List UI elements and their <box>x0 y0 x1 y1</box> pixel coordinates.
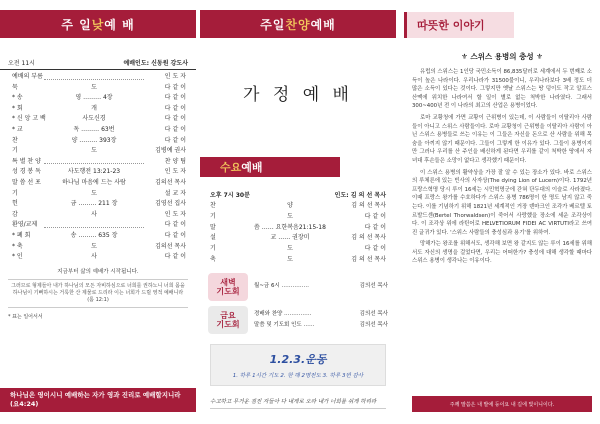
service-header <box>0 58 196 70</box>
wed-rest: 예배 <box>241 161 263 174</box>
order-item: * 폐 회 <box>12 231 31 239</box>
wednesday-header <box>200 190 396 199</box>
order-person: 다 같 이 <box>164 125 186 133</box>
order-item: 찬 <box>210 202 216 209</box>
order-detail: 교 …… 권장미 <box>270 234 310 242</box>
order-item: 환영/교제 <box>12 221 38 229</box>
order-person: 다 같 이 <box>364 212 386 220</box>
story-paragraph: 망해가는 왕조를 위해서도, 생각해 보면 왕 같지도 않는 루이 16세를 위해서도 자신의 생명을 걸었다면, 우리는 어떠한가? 충성에 대해 생각할 때마다 스위스 용병이 생각나는 이유이다. <box>412 241 592 265</box>
order-detail: 도 <box>91 242 97 250</box>
order-row <box>12 83 186 94</box>
order-row <box>12 231 186 242</box>
story-paragraph: 유럽의 스위스는 1인당 국민소득이 86,835달러로 세계에서 두 번째로 소득이 높은 나라이다. 우리나라가 31500불이니, 우리나라보다 3배 정도 더 많은 소득이 있다는 것이다. 그렇지만 옛날 스위스는 땅 덩이도 작고 알프스 산맥에 위치한 나라여서 할 일이 별로 없는 척박한 나라였다. 그래서 300~400년 전 이 나라의 최고의 산업은 용병이었다. <box>412 69 592 110</box>
order-person: 김 의 선 목사 <box>351 255 386 263</box>
order-person: 김 의 선 목사 <box>351 202 386 209</box>
order-detail: 영 ……… 4장 <box>75 94 113 102</box>
order-item: 기 <box>210 245 216 253</box>
wed-leader: 인도: 김 의 선 목사 <box>334 192 386 199</box>
order-person: 김병예 권사 <box>155 147 186 155</box>
banner-text-accent: 찬양 <box>285 17 311 32</box>
campaign-title: 1.2.3.운동 <box>269 352 327 366</box>
story-paragraph: 로마 교황청에 가면 교황이 근위병이 있는데, 이 사람들이 이탈리아 사람들이 아니고 스위스 사람들이다. 로마 교황청이 근위병을 이탈리아 사람이 아닌 스위스 용병들로 쓰는 이유는 이 그들은 자신을 돈으로 산 사람을 위해 목숨을 아끼지 않기 때문이다. 그들이 그렇게 한 이유가 있다. 그들이 용병이지만 그러나 우리를 산 주인을 배신하게 된다면 우리를 같이 척박한 땅에서 자녀대 후손들은 소망이 없다고 생각했기 때문이다. <box>412 114 592 164</box>
praise-worship-panel <box>200 0 396 424</box>
order-person: 다 같 이 <box>164 136 186 144</box>
dawn-label-1: 새벽 <box>220 277 236 287</box>
story-footer: 주께 말씀은 내 발에 등이요 내 길에 빛이니이다. <box>412 396 592 412</box>
order-detail: 도 <box>287 212 293 220</box>
friday-prayer-detail <box>248 309 388 331</box>
order-item: 기 <box>12 147 18 155</box>
order-detail: 양 ……… 393장 <box>71 136 117 144</box>
order-person: 다 같 이 <box>164 94 186 102</box>
order-item: * 송 <box>12 94 23 102</box>
order-row <box>12 199 186 210</box>
order-item: * 축 <box>12 242 23 250</box>
fri-label-1: 금요 <box>220 310 236 320</box>
order-detail: 도 <box>287 245 293 253</box>
wednesday-banner <box>200 157 340 177</box>
order-item: 축 <box>210 255 216 263</box>
wed-accent: 수요 <box>220 161 242 174</box>
stand-note: * 표는 일어서서 <box>8 313 43 320</box>
order-row <box>12 125 186 136</box>
order-item: * 교 <box>12 125 23 133</box>
order-item: 특 별 찬 양 <box>12 157 41 165</box>
order-row <box>12 93 186 104</box>
order-item: 기 <box>12 189 18 197</box>
sunday-banner <box>0 10 196 38</box>
order-item: 설 <box>210 234 216 242</box>
order-detail: 사도신경 <box>82 115 106 123</box>
friday-prayer-row <box>208 306 388 334</box>
order-row <box>12 136 186 147</box>
order-person: 김 의 선 목사 <box>351 234 386 242</box>
order-detail: 송 ……… 635 장 <box>70 231 118 239</box>
order-item: 헌 <box>12 200 18 208</box>
campaign-subtitle: 1. 하루 1시간 기도 2. 한 해 2명전도 3. 하루 3번 감사 <box>232 372 364 379</box>
banner-text-post: 예배 <box>310 17 336 32</box>
fri-line1: 경배와 찬양 …………… <box>254 310 312 317</box>
sunday-worship-panel <box>0 0 196 424</box>
order-person: 다 같 이 <box>364 223 386 231</box>
order-detail: 사도행전 13:21-23 <box>67 168 121 176</box>
order-detail: 독 ……… 63번 <box>73 125 115 133</box>
story-title: ⚜ 스위스 용병의 충성 ⚜ <box>461 52 543 61</box>
wed-time: 오후 7시 30분 <box>210 192 250 199</box>
order-person: 인 도 자 <box>164 168 186 176</box>
order-row <box>12 189 186 200</box>
order-row <box>12 242 186 253</box>
order-person: 다 같 이 <box>164 221 186 229</box>
praise-banner <box>200 10 396 38</box>
order-row <box>210 244 386 255</box>
wednesday-order <box>200 199 396 268</box>
dotted-leader <box>44 157 144 165</box>
order-detail: 하나님 마음에 드는 사람 <box>62 178 126 186</box>
dotted-leader <box>44 72 144 80</box>
order-person: 찬 양 팀 <box>164 157 186 165</box>
order-row <box>210 233 386 244</box>
order-row <box>12 252 186 263</box>
order-detail: 도 <box>91 83 97 91</box>
order-person: 다 같 이 <box>164 83 186 91</box>
order-row <box>12 220 186 231</box>
banner-text-accent: 낮 <box>91 17 105 32</box>
order-row <box>12 104 186 115</box>
dawn-label-2: 기도회 <box>216 286 240 296</box>
order-item: 말 <box>210 223 216 231</box>
service-time: 오전 11시 <box>8 60 35 67</box>
order-item: * 신 앙 고 백 <box>12 115 46 123</box>
order-detail: 양 <box>287 202 293 209</box>
home-worship-title: 가 정 예 배 <box>243 85 353 105</box>
order-row <box>12 114 186 125</box>
order-item: * 인 <box>12 253 23 261</box>
dotted-leader <box>44 220 144 228</box>
order-person: 인 도 자 <box>164 210 186 218</box>
order-item: 묵 <box>12 83 18 91</box>
order-row <box>210 255 386 266</box>
scripture-callout: 그러므로 형제들아 내가 하나님의 모든 자비하심으로 너희를 권하노니 너희 몸을 하나님이 기뻐하시는 거룩한 산 제물로 드리라 이는 너희가 드릴 영적 예배니라(롬 12:1) <box>8 279 188 308</box>
order-person: 인 도 자 <box>164 73 186 80</box>
order-person: 김의선 목사 <box>155 242 186 250</box>
order-item: 말 씀 선 포 <box>12 178 41 186</box>
dawn-detail: 월~금 6시 …………… <box>254 283 310 290</box>
order-detail: 사 <box>91 210 97 218</box>
order-person: 다 같 이 <box>364 245 386 253</box>
order-detail: 도 <box>91 189 97 197</box>
fri-line2: 말씀 및 기도회 인도 …… <box>254 321 315 328</box>
order-row <box>12 167 186 178</box>
friday-prayer-label <box>208 306 248 334</box>
order-person: 김영선 집사 <box>155 200 186 208</box>
order-person: 김의선 목사 <box>155 178 186 186</box>
order-detail: 씀 …… 요한복음21:15-18 <box>254 223 326 231</box>
order-row <box>210 201 386 212</box>
story-banner: 따뜻한 이야기 <box>404 12 514 38</box>
order-item: 감 <box>12 210 18 218</box>
order-row <box>12 157 186 168</box>
dawn-leader: 김의선 목사 <box>359 283 388 290</box>
order-person: 다 같 이 <box>164 231 186 239</box>
order-row <box>12 178 186 189</box>
memo-verse: 수고하고 무거운 짐진 자들아 다 내게로 오라 내가 너희를 쉬게 하리라 <box>210 398 386 409</box>
service-leader: 예배인도: 신동원 강도사 <box>123 60 188 67</box>
order-item: 성 경 봉 독 <box>12 168 41 176</box>
order-item: 기 <box>210 212 216 220</box>
order-item: * 회 <box>12 104 23 112</box>
banner-text-pre: 주 일 <box>61 17 92 32</box>
order-person: 다 같 이 <box>164 115 186 123</box>
banner-text-pre: 주일 <box>260 17 286 32</box>
order-detail: 도 <box>287 255 293 263</box>
order-detail: 금 ……… 211 장 <box>70 200 118 208</box>
story-body <box>404 68 600 266</box>
order-row <box>12 210 186 221</box>
dawn-prayer-label <box>208 273 248 301</box>
order-person: 설 교 자 <box>164 189 186 197</box>
fri-label-2: 기도회 <box>216 319 240 329</box>
order-of-service <box>0 70 196 263</box>
order-person: 다 같 이 <box>164 104 186 112</box>
dawn-prayer-detail <box>248 281 388 292</box>
dawn-prayer-row <box>208 273 388 301</box>
order-row <box>210 212 386 223</box>
closing-text: 지금부터 삶의 예배가 시작됩니다. <box>57 268 139 275</box>
bottom-verse: 하나님은 영이시니 예배하는 자가 영과 진리로 예배할지니라 (요4:24) <box>0 388 196 412</box>
order-detail: 사 <box>91 253 97 261</box>
order-item: 예배의 부름 <box>12 73 43 80</box>
order-detail: 도 <box>91 147 97 155</box>
order-item: 찬 <box>12 136 18 144</box>
order-row <box>12 72 186 83</box>
campaign-box <box>210 344 386 386</box>
story-paragraph: 이 스위스 용병의 활약상을 가장 잘 알 수 있는 장소가 있다. 바로 스위스의 루체른에 있는 빈사의 사자상(The dying Lion of Lucern)이다. 1792년 프랑스혁명 당시 루이 16세는 시민혁명군에 갇혀 단두대의 이슬로 사라졌다. 이때 프랑스 왕가를 수호하다가 스위스 용병 786명이 한 명도 남지 않고 죽는다. 이를 기념하기 위해 1821년 세계적인 거장 덴마크인 조각가 베르텔 토르발드센(Bertel Thorwaldsen)이 죽어서 사랑했을 장소에 세운 조각상이다. 이 조각상 위에 라틴어로 HELVETIORUM FIDEI AC VIRTUTI라고 쓰여진 글귀가 있다. '스위스 사람들의 충성심과 용기'를 위하여. <box>412 169 592 236</box>
story-panel <box>404 0 600 424</box>
banner-text-post: 예 배 <box>104 17 135 32</box>
fri-line2-leader: 김의선 목사 <box>359 321 388 328</box>
order-row <box>210 223 386 234</box>
order-detail: 개 <box>91 104 97 112</box>
fri-line1-leader: 김의선 목사 <box>359 310 388 317</box>
order-row <box>12 146 186 157</box>
order-person: 다 같 이 <box>164 253 186 261</box>
